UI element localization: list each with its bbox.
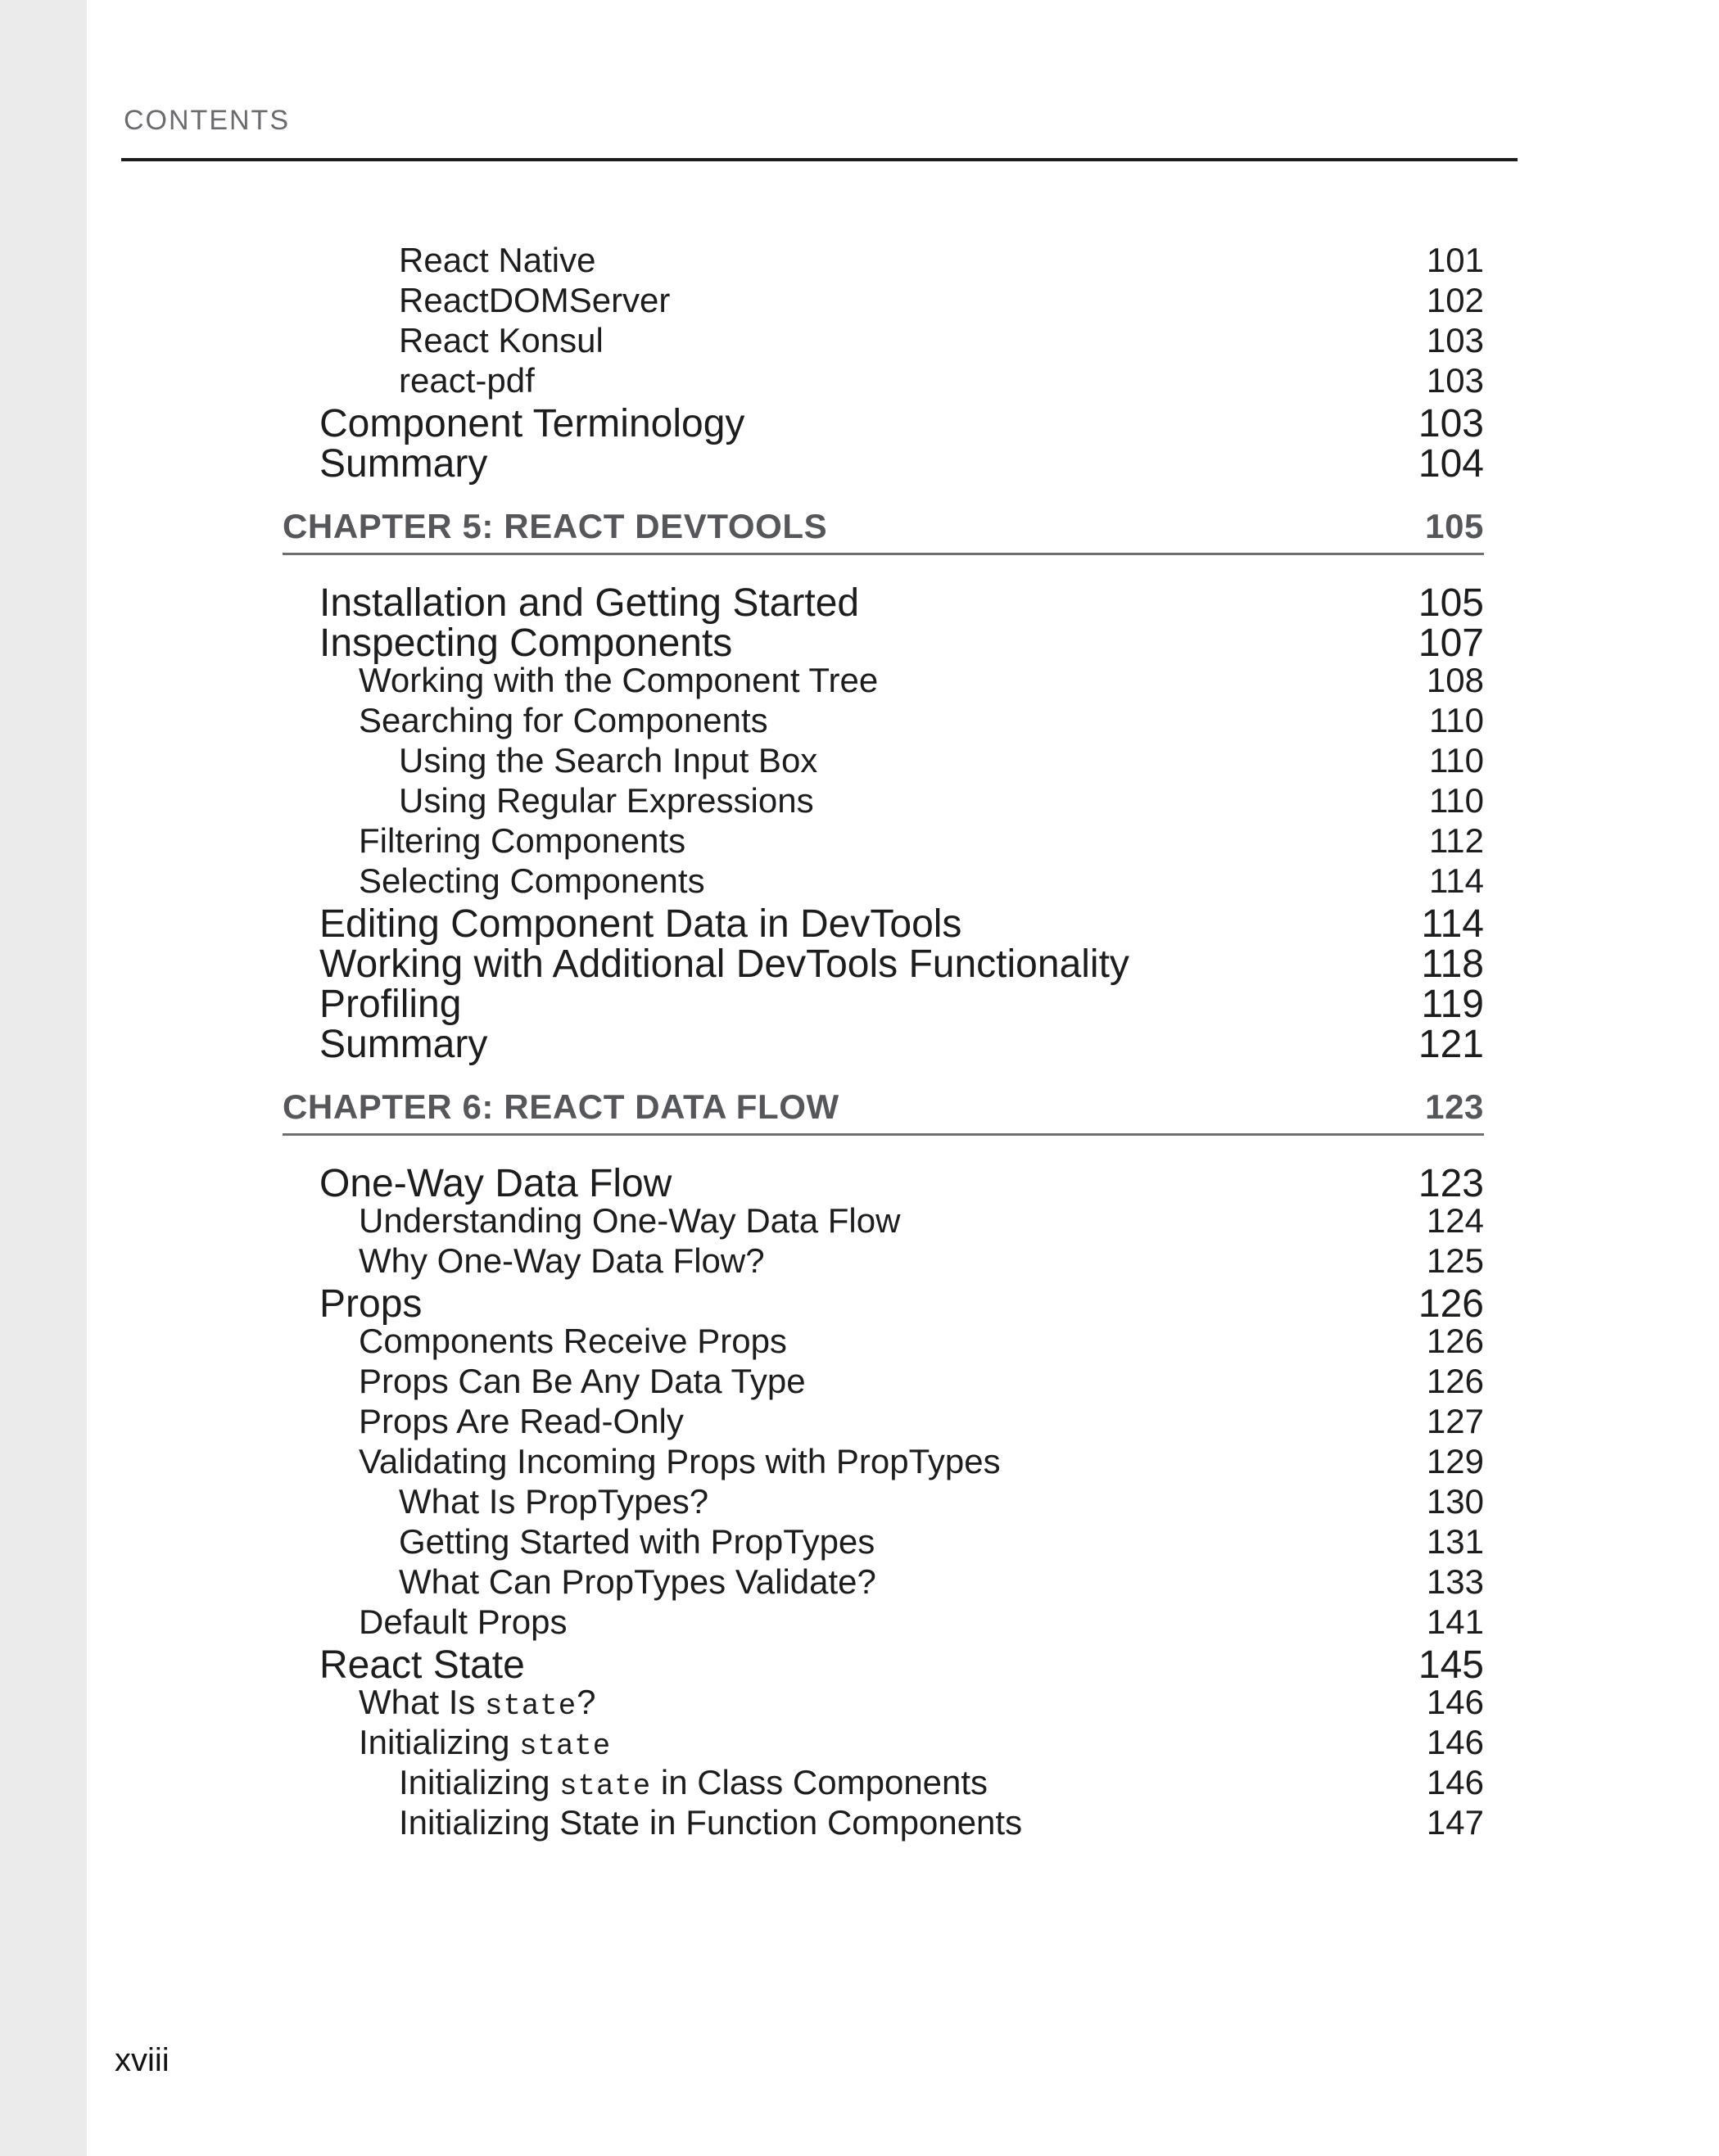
toc-entry-title [283, 1442, 1427, 1481]
toc-entry-title [283, 1161, 1418, 1206]
toc-entry-title [283, 241, 1427, 280]
toc-entry-list [283, 241, 1484, 486]
toc-entry-title [283, 581, 1418, 626]
toc-entry-title [283, 401, 1418, 446]
chapter-rule [283, 553, 1484, 555]
toc-entry-title [283, 1362, 1427, 1401]
toc-entry-page-number: 102 [1426, 281, 1484, 319]
toc-entry-page-number: 103 [1426, 321, 1484, 359]
toc-entry [283, 1281, 1484, 1326]
toc-entry-text: Profiling [319, 983, 462, 1026]
toc-entry-title [283, 321, 1427, 360]
toc-entry-text: Selecting Components [359, 861, 705, 900]
running-head: CONTENTS [124, 105, 290, 136]
toc-entry-page-number: 108 [1426, 661, 1484, 699]
toc-entry-text: Props Are Read-Only [359, 1402, 684, 1440]
toc-entry-title [283, 1723, 1427, 1763]
toc-entry-text: Component Terminology [319, 402, 745, 445]
toc-entry-page-number: 103 [1426, 361, 1484, 400]
inline-code: state [485, 1689, 577, 1723]
toc-entry-title [283, 281, 1427, 320]
toc-entry-title [283, 902, 1421, 947]
toc-entry-page-number: 146 [1426, 1723, 1484, 1761]
toc-entry-page-number: 145 [1418, 1643, 1484, 1687]
toc-entry [283, 741, 1484, 781]
toc-entry-title [283, 1022, 1418, 1067]
toc-entry-title [283, 1803, 1427, 1842]
chapter-heading [283, 1088, 1484, 1136]
toc-entry-title [283, 1763, 1427, 1803]
toc-entry [283, 1442, 1484, 1482]
toc-entry-title [283, 821, 1429, 861]
chapter-title: CHAPTER 6: REACT DATA FLOW [283, 1087, 839, 1126]
toc-entry [283, 1482, 1484, 1522]
toc-entry-page-number: 133 [1426, 1562, 1484, 1601]
toc-entry [283, 1201, 1484, 1241]
toc-entry [283, 821, 1484, 861]
chapter-rule [283, 1133, 1484, 1136]
toc-entry-text: ? [577, 1683, 596, 1721]
toc-entry-title [283, 1241, 1427, 1281]
toc-entry [283, 241, 1484, 281]
toc-entry-title [283, 621, 1418, 666]
toc-entry-text: Validating Incoming Props with PropTypes [359, 1442, 1001, 1480]
toc-entry [283, 1022, 1484, 1066]
toc-entry-page-number: 123 [1418, 1162, 1484, 1205]
toc-entry-text: Getting Started with PropTypes [399, 1522, 875, 1561]
toc-entry-page-number: 118 [1421, 942, 1484, 986]
toc-entry-title [283, 741, 1429, 780]
toc-entry-list [283, 1161, 1484, 1843]
toc-entry-text: Inspecting Components [319, 621, 733, 665]
toc-entry-page-number: 112 [1429, 821, 1484, 860]
toc-entry-title [283, 1201, 1427, 1241]
toc-entry [283, 1803, 1484, 1843]
inline-code: state [519, 1729, 612, 1763]
toc-entry-title [283, 1402, 1427, 1441]
toc-entry-page-number: 101 [1426, 241, 1484, 279]
toc-entry-text: Summary [319, 442, 488, 486]
toc-entry-text: Initializing [399, 1763, 560, 1801]
toc-entry [283, 661, 1484, 701]
toc-entry [283, 1402, 1484, 1442]
toc-entry-page-number: 146 [1426, 1763, 1484, 1801]
toc-entry-text: Initializing State in Function Components [399, 1803, 1023, 1842]
toc-entry-page-number: 131 [1426, 1522, 1484, 1561]
toc-entry-page-number: 129 [1426, 1442, 1484, 1480]
toc-entry [283, 1241, 1484, 1281]
toc-entry-text: React State [319, 1643, 525, 1687]
toc-entry-title [283, 1522, 1427, 1562]
toc-entry-title [283, 1643, 1418, 1688]
toc-entry [283, 982, 1484, 1026]
inline-code: state [559, 1770, 652, 1803]
page-edge-strip [0, 0, 87, 2156]
toc-entry-page-number: 127 [1426, 1402, 1484, 1440]
toc-entry-text: Initializing [359, 1723, 520, 1761]
toc-entry-text: Default Props [359, 1602, 568, 1641]
page-number-footer: xviii [115, 2042, 170, 2078]
toc-entry [283, 621, 1484, 665]
toc-entry-title [283, 441, 1418, 486]
toc-entry-title [283, 1683, 1427, 1723]
toc-entry-text: What Can PropTypes Validate? [399, 1562, 876, 1601]
toc-entry-title [283, 861, 1429, 901]
toc-entry [283, 281, 1484, 321]
toc-entry-page-number: 110 [1429, 781, 1484, 820]
toc-entry [283, 1602, 1484, 1643]
toc-entry-page-number: 126 [1426, 1362, 1484, 1400]
table-of-contents [283, 0, 1484, 1843]
toc-entry [283, 701, 1484, 741]
toc-entry-text: Editing Component Data in DevTools [319, 902, 962, 946]
toc-entry [283, 361, 1484, 401]
chapter-page-number: 105 [1425, 507, 1484, 545]
toc-entry [283, 1763, 1484, 1803]
toc-entry-text: Filtering Components [359, 821, 686, 860]
toc-entry-title [283, 1562, 1427, 1602]
toc-entry-title [283, 942, 1421, 987]
toc-entry [283, 861, 1484, 902]
toc-entry [283, 1362, 1484, 1402]
toc-entry-page-number: 119 [1421, 983, 1484, 1026]
toc-entry-text: What Is [359, 1683, 486, 1721]
toc-entry-text: Installation and Getting Started [319, 581, 860, 625]
toc-entry [283, 1683, 1484, 1723]
toc-entry-title [283, 1602, 1427, 1642]
toc-entry [283, 401, 1484, 445]
toc-entry-page-number: 124 [1426, 1201, 1484, 1240]
toc-entry-page-number: 126 [1418, 1282, 1484, 1326]
toc-entry-text: ReactDOMServer [399, 281, 671, 319]
toc-entry-text: Using Regular Expressions [399, 781, 814, 820]
chapter-heading [283, 508, 1484, 555]
toc-entry-text: Understanding One-Way Data Flow [359, 1201, 901, 1240]
toc-entry-title [283, 361, 1427, 400]
toc-entry-text: in Class Components [651, 1763, 988, 1801]
toc-entry-page-number: 130 [1426, 1482, 1484, 1521]
toc-entry-text: Components Receive Props [359, 1322, 787, 1360]
toc-entry-title [283, 1281, 1418, 1327]
toc-entry-text: Working with Additional DevTools Functionality [319, 942, 1129, 986]
toc-entry-page-number: 110 [1429, 741, 1484, 780]
toc-entry [283, 942, 1484, 986]
chapter-title: CHAPTER 5: REACT DEVTOOLS [283, 507, 828, 545]
toc-entry-text: Props [319, 1282, 423, 1326]
toc-entry-text: Summary [319, 1023, 488, 1066]
toc-entry [283, 1522, 1484, 1562]
toc-entry [283, 1161, 1484, 1205]
toc-entry-page-number: 103 [1418, 402, 1484, 445]
toc-entry-page-number: 125 [1426, 1241, 1484, 1280]
toc-entry [283, 1322, 1484, 1362]
toc-entry-title [283, 701, 1429, 740]
toc-entry [283, 1562, 1484, 1602]
toc-entry [283, 441, 1484, 486]
toc-entry-text: Working with the Component Tree [359, 661, 879, 699]
toc-entry [283, 781, 1484, 821]
toc-entry-page-number: 114 [1421, 902, 1484, 946]
toc-entry-list [283, 581, 1484, 1066]
toc-entry-page-number: 146 [1426, 1683, 1484, 1721]
toc-entry-text: react-pdf [399, 361, 535, 400]
toc-entry-title [283, 982, 1421, 1027]
toc-entry-page-number: 114 [1429, 861, 1484, 900]
toc-entry-page-number: 126 [1426, 1322, 1484, 1360]
toc-entry [283, 1643, 1484, 1687]
toc-entry [283, 1723, 1484, 1763]
toc-entry-page-number: 147 [1426, 1803, 1484, 1842]
toc-entry [283, 581, 1484, 625]
toc-entry-text: Props Can Be Any Data Type [359, 1362, 806, 1400]
toc-entry-title [283, 661, 1427, 700]
toc-entry-page-number: 107 [1418, 621, 1484, 665]
toc-entry [283, 321, 1484, 361]
toc-entry-page-number: 121 [1418, 1023, 1484, 1066]
toc-entry-title [283, 1322, 1427, 1361]
toc-entry-page-number: 104 [1418, 442, 1484, 486]
toc-entry-page-number: 105 [1418, 581, 1484, 625]
toc-entry-text: Why One-Way Data Flow? [359, 1241, 765, 1280]
toc-entry-page-number: 110 [1429, 701, 1484, 739]
chapter-page-number: 123 [1425, 1087, 1484, 1126]
toc-entry-text: Using the Search Input Box [399, 741, 818, 780]
toc-entry-text: What Is PropTypes? [399, 1482, 709, 1521]
toc-entry-title [283, 781, 1429, 820]
toc-entry-text: Searching for Components [359, 701, 768, 739]
toc-entry-page-number: 141 [1426, 1602, 1484, 1641]
toc-entry-text: React Konsul [399, 321, 604, 359]
toc-entry [283, 902, 1484, 946]
toc-entry-title [283, 1482, 1427, 1521]
toc-entry-text: One-Way Data Flow [319, 1162, 672, 1205]
toc-entry-text: React Native [399, 241, 596, 279]
